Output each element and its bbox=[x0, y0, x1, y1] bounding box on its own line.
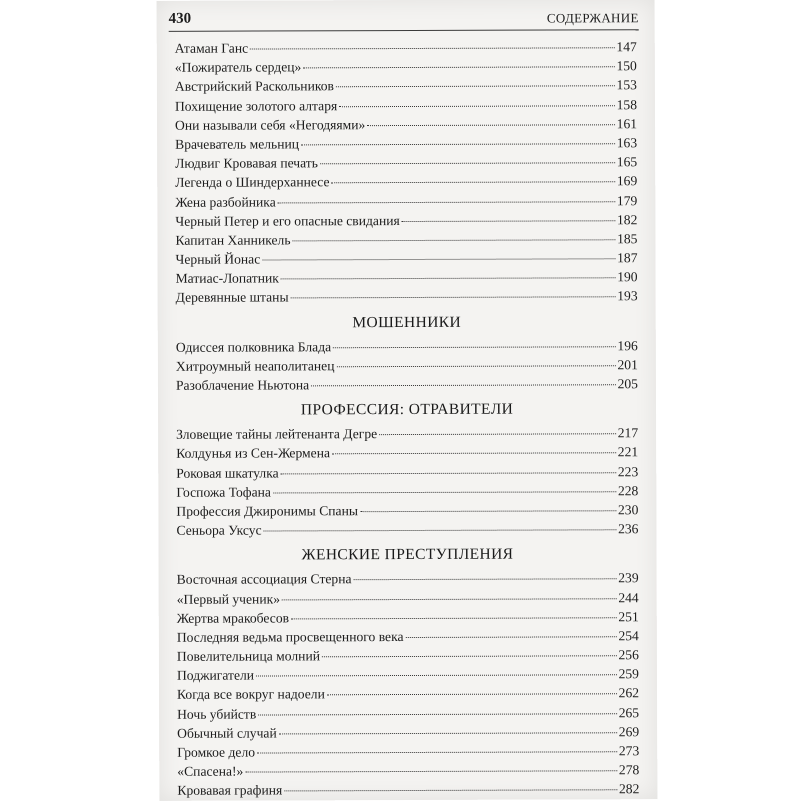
toc-entry-title: Жена разбойника bbox=[175, 193, 276, 210]
toc-entry-page: 217 bbox=[617, 425, 639, 441]
dot-leader bbox=[333, 345, 615, 348]
toc-entry-title: Хитроумный неаполитанец bbox=[175, 358, 335, 374]
dot-leader bbox=[405, 635, 616, 638]
toc-entry-page: 193 bbox=[617, 288, 638, 304]
toc-group bbox=[175, 37, 638, 307]
dot-leader bbox=[291, 296, 616, 299]
toc-entry-page: 165 bbox=[616, 154, 638, 170]
toc-entry bbox=[176, 481, 638, 502]
toc-entry-page: 205 bbox=[617, 376, 638, 392]
dot-leader bbox=[250, 46, 614, 49]
toc-group bbox=[176, 423, 638, 540]
toc-entry-title: Матиас-Лопатник bbox=[175, 270, 279, 287]
toc-entry-page: 163 bbox=[616, 135, 638, 151]
toc-entry-title: Атаман Ганс bbox=[174, 40, 249, 56]
toc-entry bbox=[177, 741, 639, 762]
toc-entry bbox=[177, 664, 639, 685]
toc-entry-page: 251 bbox=[618, 608, 639, 624]
dot-leader bbox=[379, 432, 616, 435]
toc-entry-title: Легенда о Шиндерханнесе bbox=[175, 174, 330, 191]
toc-entry-page: 187 bbox=[617, 250, 638, 266]
toc-entry-title: Колдунья из Сен-Жермена bbox=[176, 445, 331, 462]
toc-entry-page: 239 bbox=[618, 570, 639, 586]
toc-entry-title: Когда все вокруг надоели bbox=[177, 686, 325, 703]
toc-entry bbox=[175, 248, 637, 269]
dot-leader bbox=[273, 490, 616, 493]
toc-group bbox=[177, 569, 640, 801]
toc-entry-title: Поджигатели bbox=[176, 667, 255, 684]
dot-leader bbox=[327, 693, 617, 696]
toc-entry bbox=[177, 760, 639, 781]
dot-leader bbox=[262, 257, 615, 260]
toc-entry bbox=[176, 355, 638, 376]
toc-entry-title: Роковая шкатулка bbox=[176, 465, 279, 481]
toc-entry-title: Обычный случай bbox=[177, 725, 277, 741]
toc-entry-page: 262 bbox=[618, 685, 640, 701]
book-page bbox=[157, 0, 658, 801]
toc-entry-title: Черный Йонас bbox=[175, 251, 261, 267]
toc-entry bbox=[176, 519, 638, 540]
dot-leader bbox=[336, 364, 615, 367]
toc-entry-title: Жертва мракобесов bbox=[176, 610, 290, 626]
toc-entry bbox=[175, 76, 637, 97]
toc-entry bbox=[176, 287, 638, 308]
dot-leader bbox=[258, 712, 616, 715]
toc-entry-page: 265 bbox=[618, 704, 640, 720]
toc-entry-page: 230 bbox=[617, 502, 639, 518]
toc-entry bbox=[175, 56, 637, 77]
dot-leader bbox=[256, 674, 617, 677]
toc-entry bbox=[177, 703, 639, 724]
dot-leader bbox=[320, 161, 615, 164]
toc-entry-title: Последняя ведьма просвещенного века bbox=[176, 628, 404, 645]
toc-entry bbox=[175, 37, 637, 58]
running-head bbox=[169, 7, 639, 32]
toc-entry-page: 223 bbox=[617, 463, 639, 479]
dot-leader bbox=[331, 181, 614, 184]
dot-leader bbox=[291, 616, 616, 619]
dot-leader bbox=[281, 277, 615, 280]
dot-leader bbox=[367, 123, 614, 126]
section-heading: ПРОФЕССИЯ: ОТРАВИТЕЛИ bbox=[300, 400, 514, 419]
toc-entry-page: 282 bbox=[618, 781, 640, 797]
toc-entry bbox=[175, 152, 637, 173]
toc-entry-title: Похищение золотого алтаря bbox=[174, 97, 338, 114]
dot-leader bbox=[279, 731, 617, 734]
dot-leader bbox=[284, 789, 617, 792]
toc-entry-page: 185 bbox=[617, 231, 638, 247]
toc-entry-title: «Спасена!» bbox=[177, 763, 244, 779]
toc-entry-title: Госпожа Тофана bbox=[176, 484, 271, 500]
toc-entry-title: Черный Петер и его опасные свидания bbox=[175, 212, 400, 229]
toc-entry bbox=[177, 645, 639, 666]
dot-leader bbox=[360, 509, 616, 512]
toc-entry-page: 169 bbox=[616, 173, 638, 189]
dot-leader bbox=[282, 597, 616, 600]
dot-leader bbox=[264, 528, 616, 531]
dot-leader bbox=[301, 142, 615, 145]
toc-entry-title: Сеньора Уксус bbox=[176, 522, 262, 538]
toc-entry bbox=[176, 336, 638, 357]
toc-entry bbox=[176, 443, 638, 464]
table-of-contents bbox=[175, 37, 640, 800]
toc-entry-page: 158 bbox=[616, 96, 637, 112]
toc-entry-title: Разоблачение Ньютона bbox=[175, 377, 310, 393]
toc-entry bbox=[177, 722, 639, 743]
dot-leader bbox=[322, 654, 617, 657]
toc-entry-page: 161 bbox=[616, 115, 638, 132]
dot-leader bbox=[245, 769, 617, 772]
toc-entry-page: 256 bbox=[618, 647, 639, 663]
dot-leader bbox=[339, 104, 614, 107]
page-number: 430 bbox=[168, 10, 192, 27]
toc-group bbox=[176, 336, 638, 395]
dot-leader bbox=[354, 578, 617, 581]
toc-entry bbox=[175, 191, 637, 212]
toc-entry bbox=[175, 133, 637, 154]
toc-entry-title: Восточная ассоциация Стерна bbox=[176, 571, 352, 588]
toc-entry-title: «Пожиратель сердец» bbox=[174, 59, 302, 75]
dot-leader bbox=[278, 200, 615, 203]
toc-entry bbox=[175, 210, 637, 231]
toc-entry-title: Врачеватель мельниц bbox=[175, 136, 300, 152]
toc-entry-title: Деревянные штаны bbox=[175, 289, 289, 306]
toc-entry-page: 190 bbox=[617, 269, 638, 285]
toc-entry bbox=[177, 684, 639, 705]
dot-leader bbox=[402, 219, 615, 222]
toc-entry-page: 179 bbox=[616, 192, 638, 208]
toc-entry-page: 150 bbox=[616, 58, 637, 74]
toc-entry-title: Австрийский Раскольников bbox=[174, 78, 334, 95]
toc-entry bbox=[176, 267, 638, 288]
toc-entry-page: 228 bbox=[617, 482, 639, 499]
toc-entry bbox=[175, 229, 637, 250]
toc-entry-page: 259 bbox=[618, 666, 639, 682]
dot-leader bbox=[311, 383, 615, 386]
dot-leader bbox=[281, 471, 616, 474]
toc-entry-title: Зловещие тайны лейтенанта Дегре bbox=[176, 426, 378, 442]
toc-entry-page: 201 bbox=[617, 357, 638, 373]
running-title: СОДЕРЖАНИЕ bbox=[546, 10, 639, 26]
toc-entry-page: 153 bbox=[616, 77, 637, 93]
toc-entry-title: Ночь убийств bbox=[177, 706, 257, 722]
toc-entry-title: Людвиг Кровавая печать bbox=[175, 155, 318, 171]
toc-entry-page: 236 bbox=[618, 521, 639, 537]
toc-entry bbox=[175, 114, 637, 135]
toc-entry-title: Профессия Джиронимы Спаны bbox=[176, 503, 359, 519]
toc-entry-page: 278 bbox=[618, 762, 640, 778]
toc-entry-title: «Первый ученик» bbox=[176, 590, 281, 607]
toc-entry-page: 273 bbox=[618, 743, 640, 759]
toc-entry-page: 269 bbox=[618, 724, 640, 740]
dot-leader bbox=[257, 750, 617, 753]
toc-entry bbox=[175, 95, 637, 116]
toc-entry bbox=[177, 607, 639, 628]
toc-entry-title: Повелительница молний bbox=[176, 648, 321, 664]
toc-entry bbox=[175, 172, 637, 193]
dot-leader bbox=[293, 238, 616, 241]
section-heading: МОШЕННИКИ bbox=[352, 313, 462, 331]
toc-entry-title: Кровавая графиня bbox=[177, 782, 283, 799]
toc-entry bbox=[177, 780, 639, 801]
toc-entry-page: 196 bbox=[617, 337, 638, 353]
toc-entry-page: 182 bbox=[616, 211, 638, 227]
dot-leader bbox=[332, 452, 616, 455]
toc-entry-title: Они называли себя «Негодяями» bbox=[175, 116, 366, 133]
toc-entry-title: Громкое дело bbox=[177, 744, 256, 760]
toc-entry-page: 244 bbox=[618, 589, 639, 605]
toc-entry-page: 221 bbox=[617, 444, 639, 460]
toc-entry bbox=[177, 569, 639, 590]
toc-entry bbox=[176, 500, 638, 521]
section-heading: ЖЕНСКИЕ ПРЕСТУПЛЕНИЯ bbox=[301, 545, 514, 564]
toc-entry-page: 147 bbox=[616, 39, 637, 55]
toc-entry bbox=[176, 423, 638, 444]
dot-leader bbox=[303, 65, 614, 68]
toc-entry bbox=[177, 588, 639, 609]
toc-entry-title: Капитан Ханникель bbox=[175, 232, 291, 248]
toc-entry-page: 254 bbox=[618, 628, 639, 644]
toc-entry-title: Одиссея полковника Блада bbox=[175, 338, 332, 355]
toc-entry bbox=[177, 626, 639, 647]
dot-leader bbox=[336, 85, 615, 88]
toc-entry bbox=[176, 462, 638, 483]
toc-entry bbox=[176, 374, 638, 395]
